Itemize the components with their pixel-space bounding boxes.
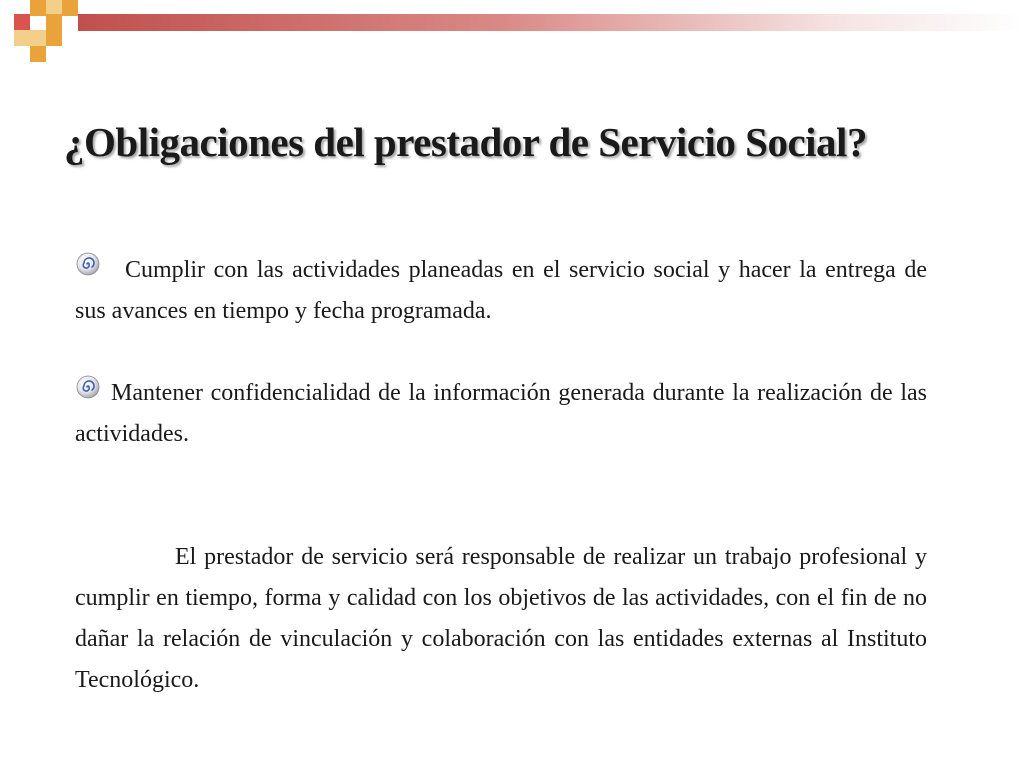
deco-square [46, 14, 62, 30]
deco-square [62, 0, 78, 16]
deco-square [14, 30, 30, 46]
slide-title: ¿Obligaciones del prestador de Servicio Social? [64, 119, 867, 165]
header-gradient-bar [78, 14, 1024, 31]
bullet-item [75, 373, 927, 455]
deco-square [14, 14, 30, 30]
deco-square [30, 0, 46, 16]
deco-square [30, 46, 46, 62]
bullet-text: Mantener confidencialidad de la información generada durante la realización de las actividades. [75, 380, 927, 447]
paragraph-text: El prestador de servicio será responsable de realizar un trabajo profesional y cumplir en tiempo, forma y calidad con los objetivos de las actividades, con el fin de no dañar la relación de vinculación y colaboración con las entidades externas al Instituto Tecnológico. [75, 544, 927, 693]
swirl-bullet-icon [75, 251, 101, 277]
bullet-text: Cumplir con las actividades planeadas en el servicio social y hacer la entrega de sus avances en tiempo y fecha programada. [75, 257, 927, 324]
deco-square [46, 30, 62, 46]
header-decoration [0, 0, 1024, 60]
swirl-bullet-icon [75, 374, 101, 400]
deco-square [30, 30, 46, 46]
bullet-item [75, 250, 927, 332]
body-paragraph [75, 537, 927, 701]
